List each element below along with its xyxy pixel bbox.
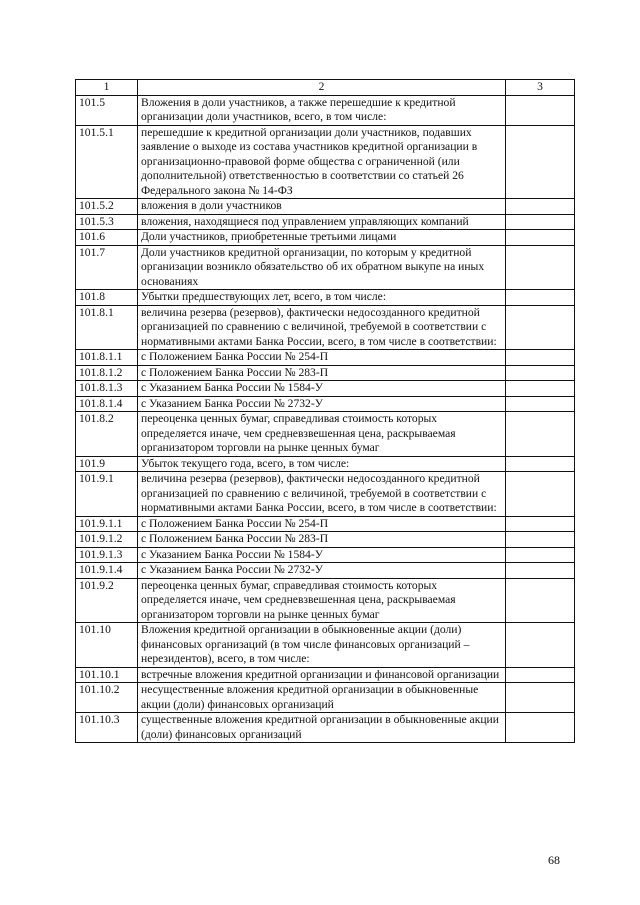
table-row xyxy=(76,396,575,412)
table-row xyxy=(76,125,575,199)
row-value-cell xyxy=(506,532,575,548)
row-code-cell: 101.9.1 xyxy=(76,472,138,517)
header-col-1: 1 xyxy=(76,80,138,96)
row-value-cell xyxy=(506,547,575,563)
row-code-cell: 101.8.1.2 xyxy=(76,365,138,381)
row-code-cell: 101.6 xyxy=(76,230,138,246)
table-row xyxy=(76,713,575,743)
row-value-cell xyxy=(506,516,575,532)
table-row xyxy=(76,532,575,548)
table-body xyxy=(76,80,575,743)
row-description-cell: с Положением Банка России № 283-П xyxy=(138,532,506,548)
table-row xyxy=(76,516,575,532)
row-value-cell xyxy=(506,214,575,230)
document-table xyxy=(75,79,575,743)
row-code-cell: 101.7 xyxy=(76,245,138,290)
row-description-cell: Доли участников, приобретенные третьими лицами xyxy=(138,230,506,246)
table-row xyxy=(76,95,575,125)
row-description-cell: несущественные вложения кредитной организации в обыкновенные акции (доли) финансовых организаций xyxy=(138,683,506,713)
table-row xyxy=(76,412,575,457)
row-value-cell xyxy=(506,396,575,412)
table-row xyxy=(76,214,575,230)
row-description-cell: с Указанием Банка России № 1584-У xyxy=(138,381,506,397)
table-row xyxy=(76,547,575,563)
row-value-cell xyxy=(506,305,575,350)
row-value-cell xyxy=(506,381,575,397)
row-value-cell xyxy=(506,578,575,623)
row-value-cell xyxy=(506,245,575,290)
row-code-cell: 101.9.1.4 xyxy=(76,563,138,579)
row-value-cell xyxy=(506,456,575,472)
row-description-cell: встречные вложения кредитной организации и финансовой организации xyxy=(138,667,506,683)
row-value-cell xyxy=(506,199,575,215)
row-value-cell xyxy=(506,230,575,246)
row-code-cell: 101.8.2 xyxy=(76,412,138,457)
page-number: 68 xyxy=(548,853,560,867)
row-value-cell xyxy=(506,667,575,683)
row-description-cell: с Указанием Банка России № 2732-У xyxy=(138,396,506,412)
row-value-cell xyxy=(506,683,575,713)
row-description-cell: с Положением Банка России № 283-П xyxy=(138,365,506,381)
row-code-cell: 101.8.1 xyxy=(76,305,138,350)
row-description-cell: перешедшие к кредитной организации доли участников, подавших заявление о выходе из состава участников кредитной организации в организационно-правовой форме общества с ограниченной (или дополнительной) ответственностью в соответствии со статьей 26 Федерального закона № 14-ФЗ xyxy=(138,125,506,199)
table-row xyxy=(76,365,575,381)
table-row xyxy=(76,578,575,623)
table-row xyxy=(76,472,575,517)
row-description-cell: переоценка ценных бумаг, справедливая стоимость которых определяется иначе, чем средневзвешенная цена, раскрываемая организатором торговли на рынке ценных бумаг xyxy=(138,578,506,623)
row-code-cell: 101.9.1.3 xyxy=(76,547,138,563)
row-code-cell: 101.10.2 xyxy=(76,683,138,713)
header-col-2: 2 xyxy=(138,80,506,96)
row-description-cell: Вложения в доли участников, а также перешедшие к кредитной организации доли участников, всего, в том числе: xyxy=(138,95,506,125)
row-code-cell: 101.10.1 xyxy=(76,667,138,683)
table-row xyxy=(76,381,575,397)
table-row xyxy=(76,290,575,306)
row-description-cell: вложения, находящиеся под управлением управляющих компаний xyxy=(138,214,506,230)
row-description-cell: с Положением Банка России № 254-П xyxy=(138,516,506,532)
row-value-cell xyxy=(506,365,575,381)
table-row xyxy=(76,245,575,290)
row-value-cell xyxy=(506,472,575,517)
table-row xyxy=(76,456,575,472)
row-description-cell: с Указанием Банка России № 2732-У xyxy=(138,563,506,579)
row-code-cell: 101.9.1.2 xyxy=(76,532,138,548)
table-header-row xyxy=(76,80,575,96)
row-value-cell xyxy=(506,95,575,125)
row-code-cell: 101.8.1.1 xyxy=(76,350,138,366)
row-value-cell xyxy=(506,125,575,199)
table-row xyxy=(76,563,575,579)
row-description-cell: Убыток текущего года, всего, в том числе: xyxy=(138,456,506,472)
row-description-cell: с Указанием Банка России № 1584-У xyxy=(138,547,506,563)
header-col-3: 3 xyxy=(506,80,575,96)
row-code-cell: 101.10 xyxy=(76,623,138,668)
row-code-cell: 101.9 xyxy=(76,456,138,472)
table-row xyxy=(76,623,575,668)
row-description-cell: Убытки предшествующих лет, всего, в том числе: xyxy=(138,290,506,306)
row-value-cell xyxy=(506,713,575,743)
table-row xyxy=(76,305,575,350)
row-description-cell: с Положением Банка России № 254-П xyxy=(138,350,506,366)
row-code-cell: 101.10.3 xyxy=(76,713,138,743)
row-code-cell: 101.5.2 xyxy=(76,199,138,215)
row-code-cell: 101.5 xyxy=(76,95,138,125)
row-code-cell: 101.8.1.3 xyxy=(76,381,138,397)
table-row xyxy=(76,667,575,683)
row-value-cell xyxy=(506,290,575,306)
row-description-cell: существенные вложения кредитной организации в обыкновенные акции (доли) финансовых организаций xyxy=(138,713,506,743)
row-description-cell: вложения в доли участников xyxy=(138,199,506,215)
row-value-cell xyxy=(506,623,575,668)
row-value-cell xyxy=(506,412,575,457)
table-row xyxy=(76,199,575,215)
table-row xyxy=(76,683,575,713)
row-description-cell: переоценка ценных бумаг, справедливая стоимость которых определяется иначе, чем средневзвешенная цена, раскрываемая организатором торговли на рынке ценных бумаг xyxy=(138,412,506,457)
row-code-cell: 101.8.1.4 xyxy=(76,396,138,412)
row-code-cell: 101.9.1.1 xyxy=(76,516,138,532)
row-description-cell: Вложения кредитной организации в обыкновенные акции (доли) финансовых организаций (в том числе финансовых организаций – нерезидентов), всего, в том числе: xyxy=(138,623,506,668)
table-row xyxy=(76,350,575,366)
row-description-cell: величина резерва (резервов), фактически недосозданного кредитной организацией по сравнению с величиной, требуемой в соответствии с нормативными актами Банка России, всего, в том числе в соответствии: xyxy=(138,472,506,517)
row-description-cell: величина резерва (резервов), фактически недосозданного кредитной организацией по сравнению с величиной, требуемой в соответствии с нормативными актами Банка России, всего, в том числе в соответствии: xyxy=(138,305,506,350)
row-value-cell xyxy=(506,350,575,366)
row-value-cell xyxy=(506,563,575,579)
row-code-cell: 101.5.1 xyxy=(76,125,138,199)
row-description-cell: Доли участников кредитной организации, по которым у кредитной организации возникло обязательство об их обратном выкупе на иных основаниях xyxy=(138,245,506,290)
row-code-cell: 101.9.2 xyxy=(76,578,138,623)
row-code-cell: 101.8 xyxy=(76,290,138,306)
row-code-cell: 101.5.3 xyxy=(76,214,138,230)
table-row xyxy=(76,230,575,246)
